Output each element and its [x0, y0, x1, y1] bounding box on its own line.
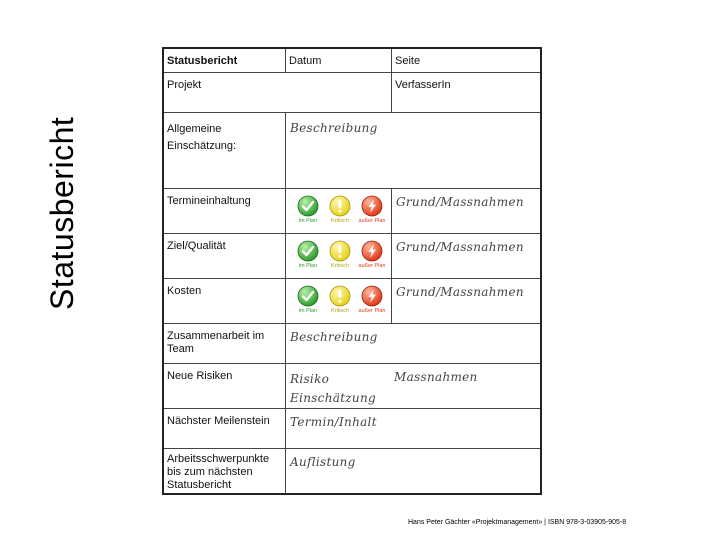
footer-citation: Hans Peter Gächter «Projektmanagement» | ISBN 978-3-03905-905-8	[408, 519, 627, 526]
status-report-form	[162, 47, 542, 495]
schedule-note: Grund/Massnahmen	[396, 195, 524, 209]
check-icon	[297, 285, 319, 307]
lightning-icon	[361, 240, 383, 262]
risk-assessment-note: Risiko Einschätzung	[290, 372, 376, 405]
side-title: Statusbericht	[44, 116, 80, 310]
milestone-note: Termin/Inhalt	[290, 415, 377, 429]
schedule-row	[164, 189, 540, 234]
assessment-row	[164, 113, 540, 189]
quality-notes[interactable]	[391, 234, 540, 278]
assessment-note: Beschreibung	[290, 121, 378, 135]
focus-row	[164, 449, 540, 493]
schedule-notes[interactable]	[391, 189, 540, 233]
costs-note: Grund/Massnahmen	[396, 285, 524, 299]
date-field[interactable]: Datum	[285, 49, 391, 72]
status-off-plan[interactable]	[356, 285, 388, 325]
on-plan-label: im Plan	[298, 263, 318, 269]
on-plan-label: im Plan	[298, 308, 318, 314]
traffic-light-group	[292, 240, 388, 280]
on-plan-label: im Plan	[298, 218, 318, 224]
header-row	[164, 49, 540, 73]
status-critical[interactable]	[324, 240, 356, 280]
header-title: Statusbericht	[167, 55, 238, 67]
status-off-plan[interactable]	[356, 195, 388, 235]
traffic-light-group	[292, 195, 388, 235]
critical-label: Kritisch	[330, 218, 350, 224]
milestone-label: Nächster Meilenstein	[167, 415, 270, 427]
exclamation-icon	[329, 195, 351, 217]
quality-label: Ziel/Qualität	[167, 240, 226, 252]
quality-note: Grund/Massnahmen	[396, 240, 524, 254]
exclamation-icon	[329, 240, 351, 262]
risks-row	[164, 364, 540, 409]
milestone-field[interactable]	[285, 409, 540, 448]
costs-label: Kosten	[167, 285, 202, 297]
quality-row	[164, 234, 540, 279]
exclamation-icon	[329, 285, 351, 307]
off-plan-label: außer Plan	[358, 218, 386, 224]
author-field[interactable]: VerfasserIn	[391, 73, 540, 112]
status-on-plan[interactable]	[292, 195, 324, 235]
quality-status	[285, 234, 391, 278]
project-row	[164, 73, 540, 113]
critical-label: Kritisch	[330, 263, 350, 269]
lightning-icon	[361, 285, 383, 307]
off-plan-label: außer Plan	[358, 308, 386, 314]
status-on-plan[interactable]	[292, 240, 324, 280]
project-field[interactable]: Projekt	[167, 79, 202, 91]
off-plan-label: außer Plan	[358, 263, 386, 269]
schedule-status	[285, 189, 391, 233]
risk-measures-note: Massnahmen	[394, 370, 478, 384]
status-off-plan[interactable]	[356, 240, 388, 280]
costs-row	[164, 279, 540, 324]
risks-label: Neue Risiken	[167, 370, 233, 382]
assessment-field[interactable]	[285, 113, 540, 188]
check-icon	[297, 195, 319, 217]
assessment-label: Allgemeine Einschätzung:	[167, 123, 237, 152]
focus-field[interactable]	[285, 449, 540, 493]
costs-status	[285, 279, 391, 323]
status-critical[interactable]	[324, 285, 356, 325]
teamwork-field[interactable]	[285, 324, 540, 363]
lightning-icon	[361, 195, 383, 217]
traffic-light-group	[292, 285, 388, 325]
focus-note: Auflistung	[290, 455, 356, 469]
status-on-plan[interactable]	[292, 285, 324, 325]
milestone-row	[164, 409, 540, 449]
teamwork-label: Zusammenarbeit im Team	[167, 330, 265, 355]
page-field[interactable]: Seite	[391, 49, 540, 72]
teamwork-note: Beschreibung	[290, 330, 378, 344]
status-critical[interactable]	[324, 195, 356, 235]
schedule-label: Termineinhaltung	[167, 195, 251, 207]
costs-notes[interactable]	[391, 279, 540, 323]
check-icon	[297, 240, 319, 262]
risks-field[interactable]	[285, 364, 540, 408]
critical-label: Kritisch	[330, 308, 350, 314]
teamwork-row	[164, 324, 540, 364]
focus-label: Arbeitsschwerpunkte bis zum nächsten Statusbericht	[167, 453, 270, 491]
